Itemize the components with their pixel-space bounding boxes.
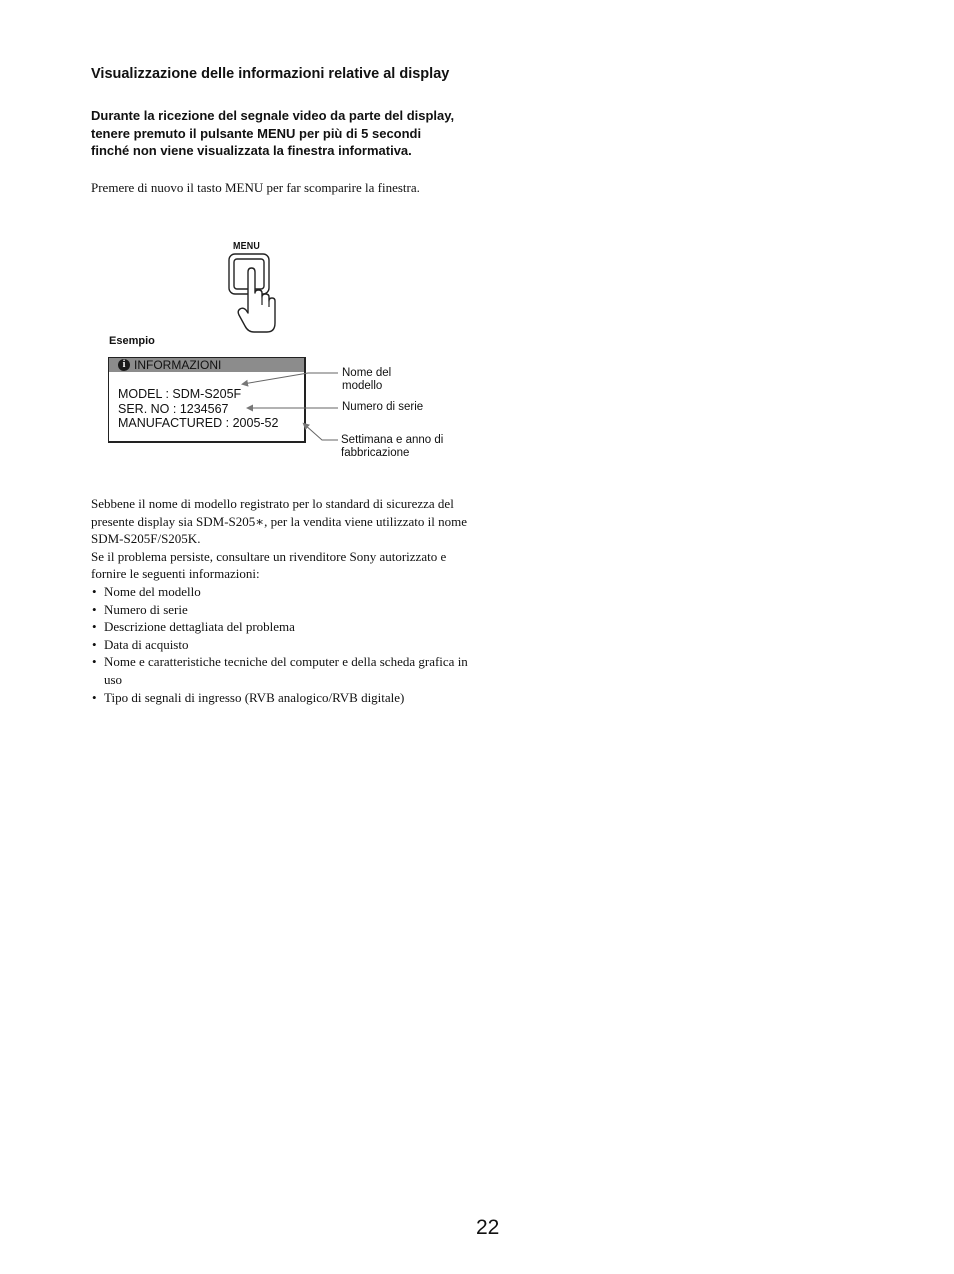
- list-item: • Numero di serie: [91, 601, 476, 619]
- info-icon: i: [118, 359, 130, 371]
- callout-leader-lines: [0, 0, 954, 500]
- callout-manufacture-date: Settimana e anno di fabbricazione: [341, 434, 444, 459]
- callout-serial-number: Numero di serie: [342, 401, 424, 413]
- page-number: 22: [476, 1216, 500, 1239]
- instruction-note: Premere di nuovo il tasto MENU per far scomparire la finestra.: [91, 180, 420, 195]
- list-item: • Nome e caratteristiche tecniche del computer e della scheda grafica in uso: [91, 653, 476, 688]
- paragraph-support: Se il problema persiste, consultare un rivenditore Sony autorizzato e fornire le seguenti informazioni:: [91, 548, 447, 582]
- section-title: Visualizzazione delle informazioni relative al display: [91, 66, 450, 82]
- example-label: Esempio: [109, 335, 155, 347]
- list-item: • Nome del modello: [91, 583, 476, 601]
- serial-line: SER. NO : 1234567: [118, 402, 229, 416]
- callout-model-name: Nome del modello: [342, 367, 392, 392]
- required-info-list: [91, 583, 476, 706]
- instruction-text: Durante la ricezione del segnale video da parte del display, tenere premuto il pulsante MENU per più di 5 secondi finché non viene visualizzata la finestra informativa.: [91, 108, 455, 158]
- manufactured-line: MANUFACTURED : 2005-52: [118, 416, 279, 430]
- info-window-title: INFORMAZIONI: [134, 358, 222, 372]
- menu-button-label: MENU: [233, 240, 260, 252]
- leader-date: [304, 424, 338, 440]
- list-item: • Data di acquisto: [91, 636, 476, 654]
- paragraph-model-name: Sebbene il nome di modello registrato per lo standard di sicurezza del presente display sia SDM-S205∗, per la vendita viene utilizzato il nome SDM-S205F/S205K.: [91, 496, 467, 547]
- body-text: [91, 495, 476, 706]
- leader-model: [243, 373, 338, 384]
- list-item: • Descrizione dettagliata del problema: [91, 618, 476, 636]
- model-line: MODEL : SDM-S205F: [118, 387, 242, 401]
- list-item: • Tipo di segnali di ingresso (RVB analogico/RVB digitale): [91, 689, 476, 707]
